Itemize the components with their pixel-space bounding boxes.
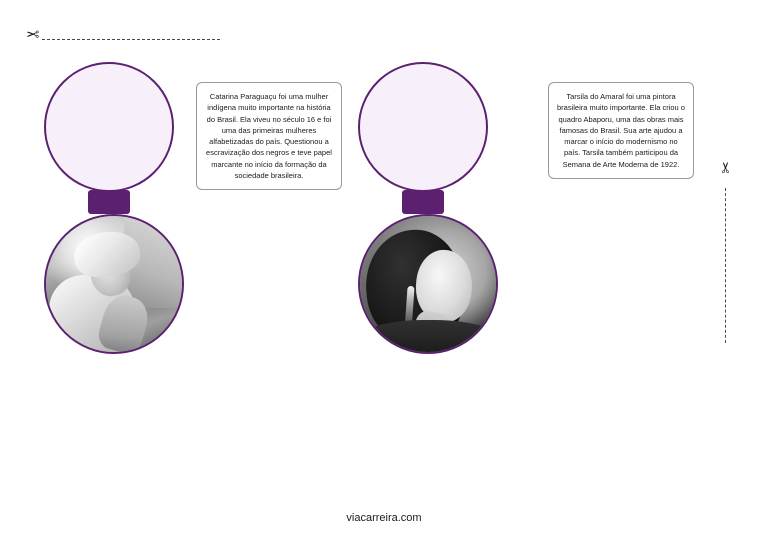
description-text-catarina-paraguacu: Catarina Paraguaçu foi uma mulher indígena muito importante na história do Brasil. Ela viveu no século 16 e foi uma das primeiras mulheres alfabetizadas do país. Questionou a escravização dos negros e teve papel marcante no início da formação da sociedade brasileira.	[196, 82, 342, 190]
circle-connector	[88, 190, 130, 214]
portrait-shoulder	[358, 320, 498, 354]
blank-circle-top	[358, 62, 488, 192]
portrait-circle	[358, 214, 498, 354]
portrait-circle	[44, 214, 184, 354]
scissors-icon: ✂	[26, 27, 40, 44]
footer-credit: viacarreira.com	[346, 512, 422, 524]
top-cut-line	[42, 39, 220, 40]
portrait-image-tarsila-do-amaral	[360, 216, 496, 352]
scissors-icon: ✂	[715, 161, 733, 174]
circle-connector	[402, 190, 444, 214]
portrait-image-catarina-paraguacu	[46, 216, 182, 352]
right-cut-line	[725, 188, 726, 343]
blank-circle-top	[44, 62, 174, 192]
description-text-tarsila-do-amaral: Tarsila do Amaral foi uma pintora brasileira muito importante. Ela criou o quadro Abaporu, uma das obras mais famosas do Brasil. Sua arte ajudou a marcar o início do modernismo no país. Tarsila também participou da Semana de Arte Moderna de 1922.	[548, 82, 694, 179]
